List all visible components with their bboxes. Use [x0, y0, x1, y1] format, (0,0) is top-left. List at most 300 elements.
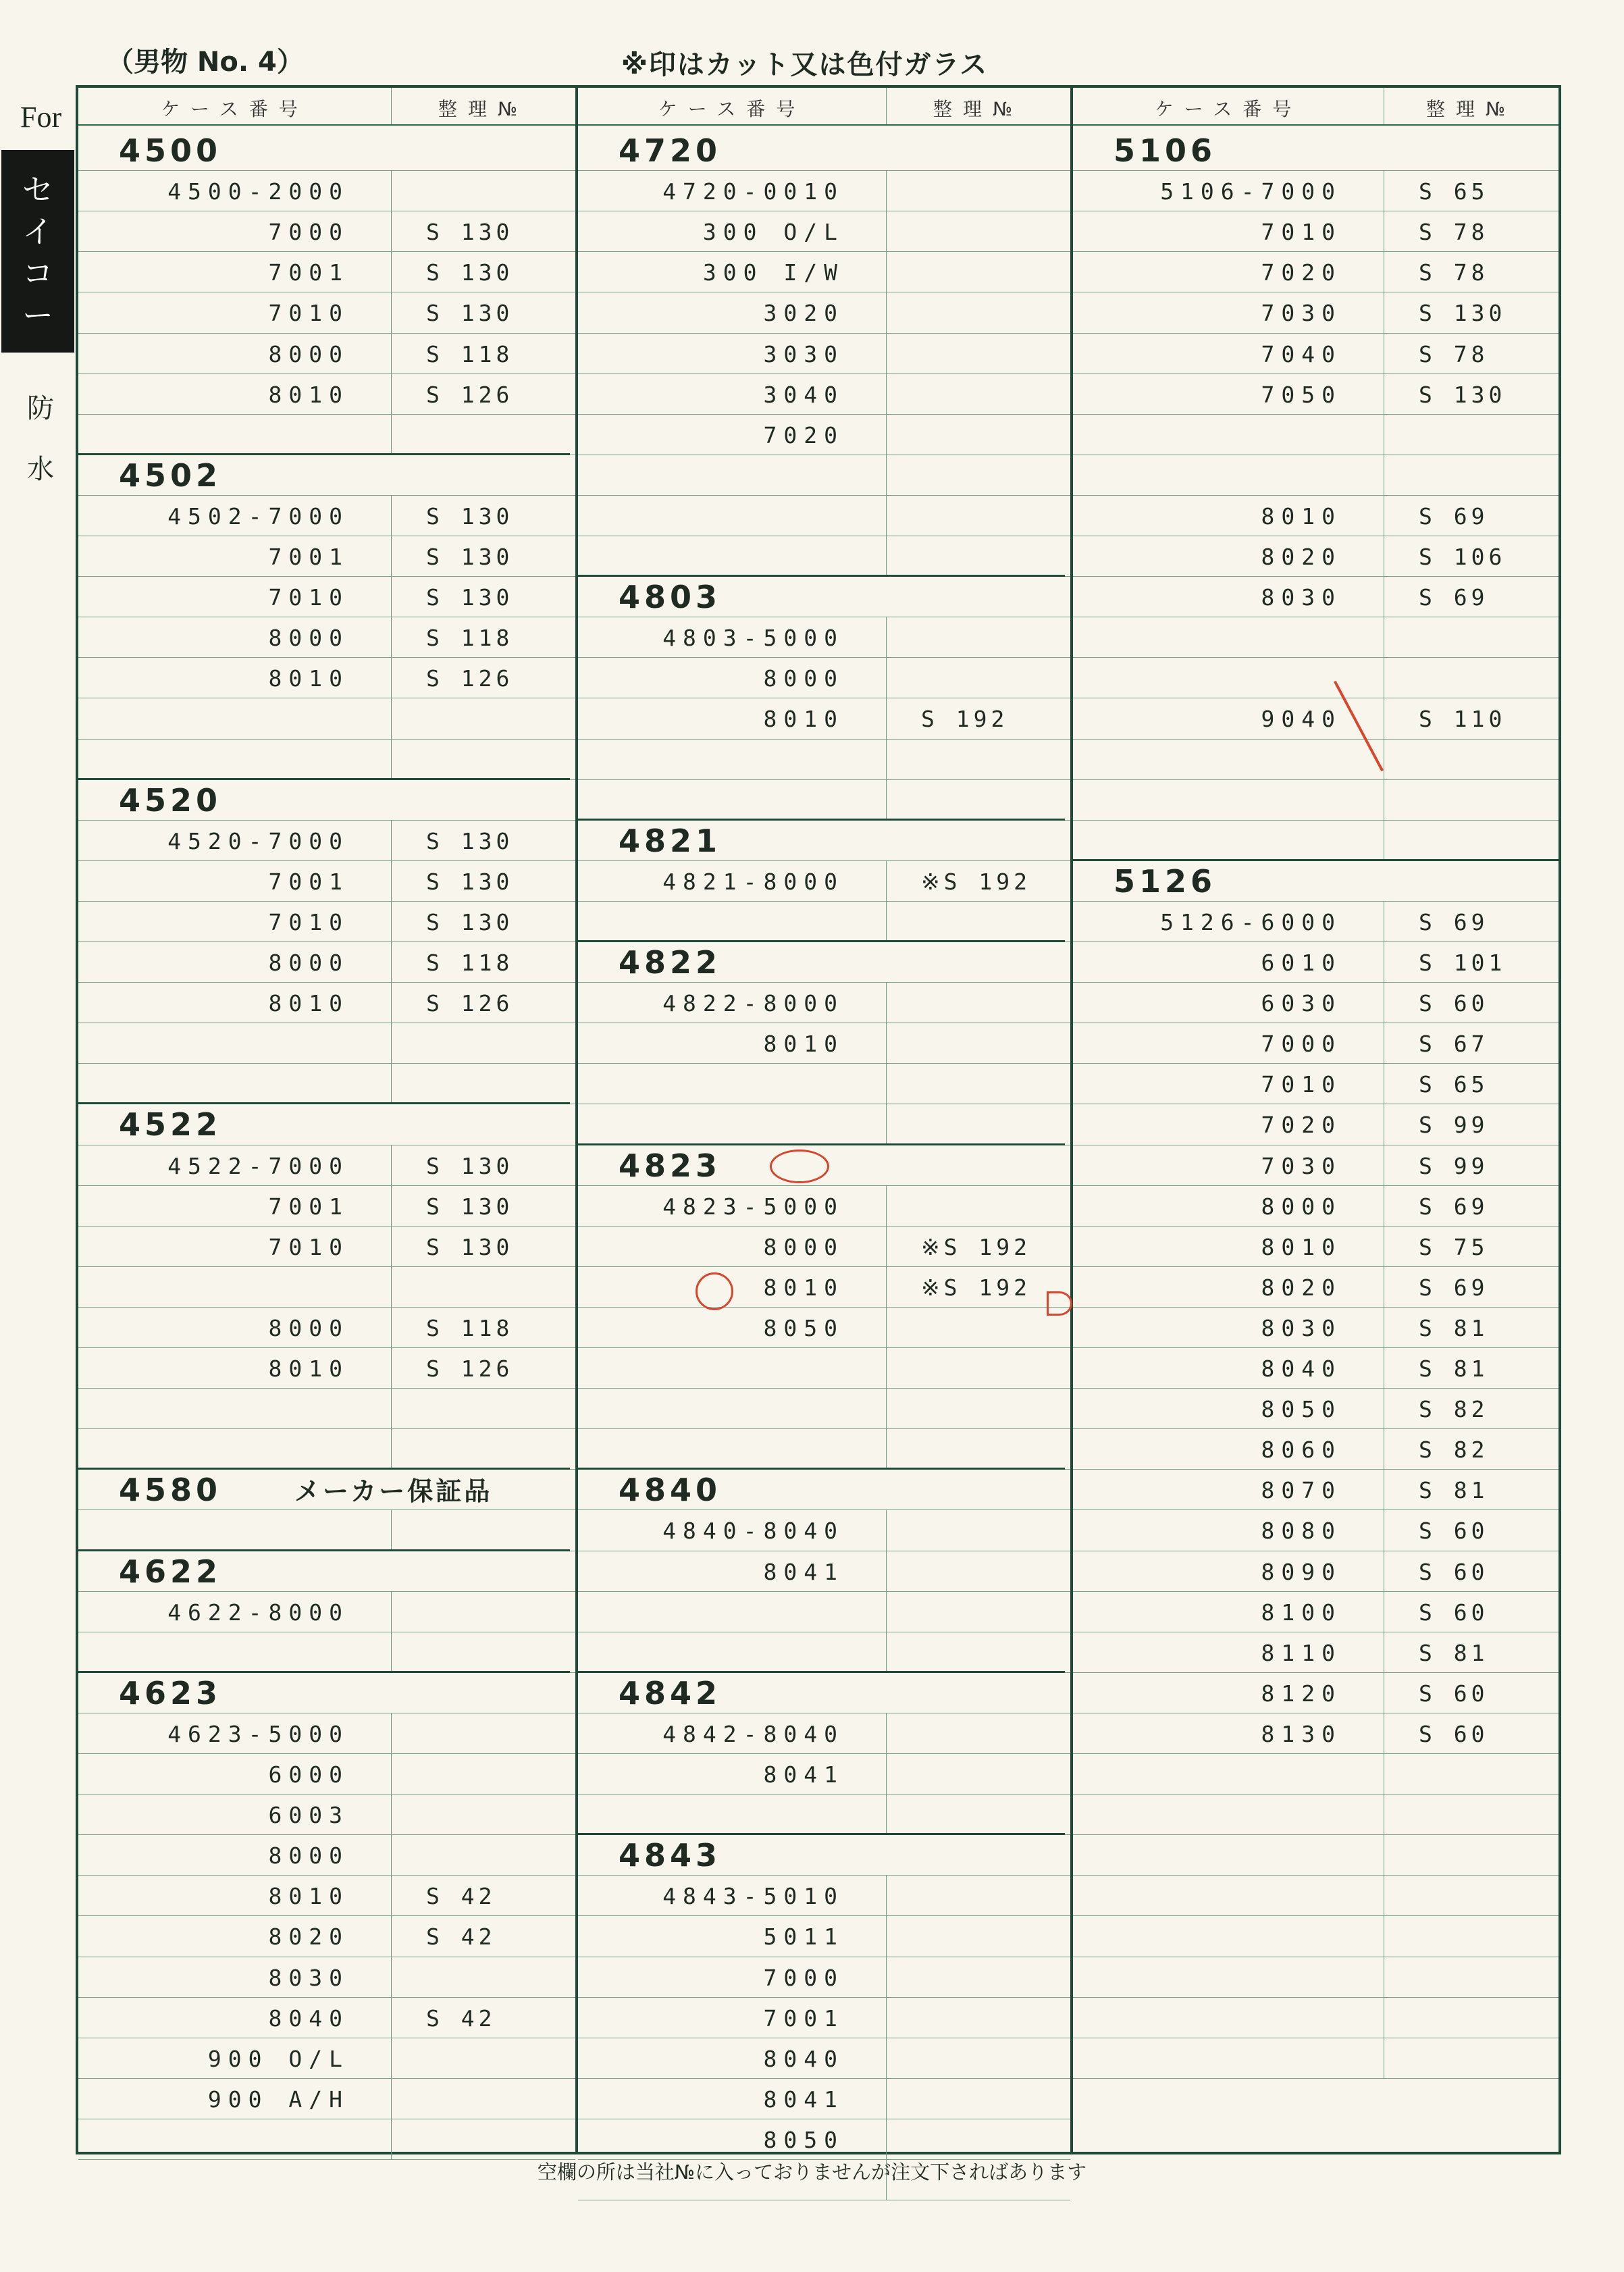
- case-number: 7010: [1261, 219, 1342, 246]
- ref-number: S 42: [426, 1924, 496, 1951]
- ref-number: S 60: [1419, 1720, 1489, 1747]
- table-row: [1073, 1104, 1558, 1144]
- table-row: [578, 2119, 1070, 2159]
- case-number: 6003: [268, 1802, 349, 1829]
- case-number: 7000: [268, 219, 349, 246]
- sidebar-waterproof-char: 水: [27, 454, 54, 485]
- ref-number: S 130: [426, 827, 514, 854]
- section-label: 4822: [619, 944, 722, 981]
- case-number: 5011: [763, 1924, 844, 1951]
- table-row: [578, 1185, 1070, 1226]
- table-row: [578, 1023, 1070, 1063]
- ref-number: S 126: [426, 381, 514, 408]
- table-row: [1073, 1794, 1558, 1834]
- sidebar-brand-char: イ: [22, 213, 53, 250]
- ref-number: S 78: [1419, 219, 1489, 246]
- table-row: [578, 455, 1070, 495]
- table-row: [78, 1591, 575, 1632]
- case-number: 8130: [1261, 1720, 1342, 1747]
- case-number: 4823-5000: [662, 1193, 844, 1220]
- table-row: [1073, 1551, 1558, 1591]
- table-row: [1073, 820, 1558, 860]
- section-label: 4500: [119, 132, 222, 169]
- case-number: 8020: [1261, 1274, 1342, 1301]
- column-header: [1073, 88, 1558, 126]
- ref-number: S 126: [426, 665, 514, 692]
- table-row: [1073, 495, 1558, 536]
- table-row: [78, 1794, 575, 1834]
- ref-number: S 65: [1419, 178, 1489, 205]
- table-row: [1073, 1428, 1558, 1469]
- table-row: [1073, 2038, 1558, 2078]
- cell-divider: [886, 860, 887, 941]
- table-row: [578, 1428, 1070, 1469]
- case-number: 900 O/L: [207, 2045, 349, 2072]
- table-row: [78, 2119, 575, 2159]
- cell-divider: [391, 820, 392, 1104]
- table-row: [578, 1307, 1070, 1347]
- sidebar-for-label: For: [20, 101, 62, 134]
- table-row: [578, 1591, 1070, 1632]
- table-row: [78, 1509, 575, 1550]
- case-number: 7020: [763, 421, 844, 448]
- case-number: 7020: [1261, 259, 1342, 286]
- table-row: [1073, 1388, 1558, 1428]
- table-row: [578, 860, 1070, 901]
- case-number: 6000: [268, 1761, 349, 1788]
- table-row: [578, 698, 1070, 738]
- section-divider: [578, 940, 1065, 942]
- table-row: [1073, 1185, 1558, 1226]
- cell-divider: [886, 1185, 887, 1470]
- table-row: [1073, 657, 1558, 698]
- table-row: [78, 292, 575, 332]
- section-note: メーカー保証品: [294, 1476, 493, 1507]
- case-number: 8040: [1261, 1356, 1342, 1382]
- ref-number: S 130: [426, 1152, 514, 1179]
- section-divider: [578, 1833, 1065, 1835]
- case-number: 4500-2000: [167, 178, 349, 205]
- section-label: 5126: [1114, 862, 1217, 900]
- case-number: 7010: [268, 300, 349, 327]
- cell-divider: [886, 1509, 887, 1672]
- cell-divider: [391, 170, 392, 455]
- table-row: [78, 1713, 575, 1753]
- table-row: [578, 1915, 1070, 1956]
- table-row: [1073, 1957, 1558, 1997]
- table-row: [1073, 170, 1558, 211]
- table-row: [578, 1226, 1070, 1266]
- section-label: 4803: [619, 579, 722, 616]
- table-row: [1073, 739, 1558, 779]
- table-row: [78, 1347, 575, 1388]
- sidebar-brand-tab: [1, 150, 74, 353]
- cell-divider: [391, 1591, 392, 1672]
- ref-number: S 67: [1419, 1031, 1489, 1058]
- table-row: [578, 251, 1070, 292]
- table-row: [78, 1145, 575, 1185]
- case-number: 4522-7000: [167, 1152, 349, 1179]
- case-number: 8090: [1261, 1558, 1342, 1585]
- ref-number: S 130: [426, 908, 514, 935]
- case-no-header: ケース番号: [1154, 98, 1303, 120]
- table-row: [578, 2078, 1070, 2119]
- section-label: 4843: [619, 1837, 722, 1874]
- case-number: 7030: [1261, 300, 1342, 327]
- case-number: 8030: [1261, 584, 1342, 611]
- table-row: [578, 779, 1070, 820]
- table-column: [78, 88, 575, 2152]
- table-row: [78, 617, 575, 657]
- case-number: 7001: [268, 1193, 349, 1220]
- table-column: [1073, 88, 1558, 2152]
- ref-number: S 130: [426, 502, 514, 530]
- table-row: [578, 1509, 1070, 1550]
- section-label: 4840: [619, 1472, 722, 1509]
- table-row: [1073, 1347, 1558, 1388]
- section-divider: [78, 1671, 570, 1673]
- case-number: 7001: [268, 259, 349, 286]
- cell-divider: [886, 982, 887, 1144]
- table-row: [1073, 1997, 1558, 2038]
- case-no-header: ケース番号: [658, 98, 806, 120]
- ref-number: ※S 192: [921, 1233, 1031, 1260]
- sidebar-brand-char: コ: [22, 255, 53, 292]
- column-header: [578, 88, 1070, 126]
- sidebar-waterproof-char: 防: [27, 393, 54, 424]
- case-number: 8010: [268, 990, 349, 1017]
- table-row: [78, 576, 575, 617]
- case-number: 8000: [268, 340, 349, 367]
- table-row: [1073, 617, 1558, 657]
- table-row: [1073, 576, 1558, 617]
- table-row: [78, 495, 575, 536]
- section-divider: [578, 1143, 1065, 1145]
- table-row: [1073, 1509, 1558, 1550]
- table-row: [578, 739, 1070, 779]
- table-row: [78, 1753, 575, 1794]
- case-number: 8020: [1261, 544, 1342, 570]
- table-row: [1073, 1632, 1558, 1672]
- ref-number: S 118: [426, 340, 514, 367]
- case-number: 4622-8000: [167, 1599, 349, 1626]
- case-number: 3020: [763, 300, 844, 327]
- section-label: 4502: [119, 457, 222, 494]
- pen-circle-mark: [1047, 1291, 1072, 1316]
- table-row: [1073, 1672, 1558, 1713]
- column-divider: [1070, 88, 1073, 2152]
- table-row: [1073, 1469, 1558, 1509]
- ref-number: S 130: [1419, 300, 1507, 327]
- ref-number: S 69: [1419, 1193, 1489, 1220]
- pen-circle-mark: [696, 1272, 733, 1310]
- case-number: 7000: [763, 1964, 844, 1991]
- cell-divider: [391, 1509, 392, 1550]
- table-row: [1073, 1307, 1558, 1347]
- case-number: 8000: [268, 625, 349, 652]
- ref-number: S 118: [426, 950, 514, 976]
- ref-number: S 81: [1419, 1639, 1489, 1666]
- cell-divider: [886, 1713, 887, 1834]
- section-label: 4520: [119, 781, 222, 819]
- table-row: [1073, 373, 1558, 414]
- cell-divider: [391, 1145, 392, 1470]
- ref-number: S 130: [426, 544, 514, 570]
- page-header-note: ※印はカット又は色付ガラス: [621, 49, 989, 80]
- cell-divider: [391, 495, 392, 779]
- section-divider: [78, 1468, 570, 1470]
- table-row: [1073, 698, 1558, 738]
- ref-number: S 60: [1419, 990, 1489, 1017]
- ref-number: S 69: [1419, 584, 1489, 611]
- ref-number: S 130: [426, 300, 514, 327]
- table-row: [1073, 1145, 1558, 1185]
- section-label: 4823: [619, 1147, 722, 1184]
- section-divider: [78, 1549, 570, 1551]
- table-column: [578, 88, 1070, 2152]
- table-row: [78, 657, 575, 698]
- table-row: [578, 1794, 1070, 1834]
- table-row: [78, 1632, 575, 1672]
- sidebar-waterproof-text: [19, 378, 62, 500]
- pen-circle-mark: [770, 1150, 829, 1183]
- table-row: [1073, 1834, 1558, 1875]
- table-row: [578, 1997, 1070, 2038]
- ref-number: ※S 192: [921, 1274, 1031, 1301]
- case-number: 7020: [1261, 1112, 1342, 1139]
- ref-number: S 99: [1419, 1112, 1489, 1139]
- case-number: 4840-8040: [662, 1518, 844, 1545]
- ref-number: S 81: [1419, 1356, 1489, 1382]
- section-divider: [78, 778, 570, 780]
- ref-number: S 75: [1419, 1233, 1489, 1260]
- footer-note: 空欄の所は当社№に入っておりませんが注文下さればあります: [537, 2161, 1087, 2184]
- table-row: [1073, 211, 1558, 251]
- case-number: 8000: [268, 950, 349, 976]
- section-label: 4580: [119, 1472, 222, 1509]
- ref-number: S 69: [1419, 908, 1489, 935]
- case-number: 8080: [1261, 1518, 1342, 1545]
- table-row: [1073, 292, 1558, 332]
- ref-number: S 130: [426, 259, 514, 286]
- table-row: [1073, 779, 1558, 820]
- table-row: [1073, 251, 1558, 292]
- case-number: 4720-0010: [662, 178, 844, 205]
- table-row: [1073, 455, 1558, 495]
- column-header: [78, 88, 575, 126]
- section-divider: [78, 453, 570, 455]
- table-row: [78, 2038, 575, 2078]
- case-number: 7010: [1261, 1071, 1342, 1098]
- table-row: [78, 982, 575, 1023]
- case-number: 3040: [763, 381, 844, 408]
- case-number: 4803-5000: [662, 625, 844, 652]
- case-number: 8041: [763, 2086, 844, 2113]
- section-divider: [578, 819, 1065, 821]
- case-number: 8041: [763, 1761, 844, 1788]
- case-number: 8110: [1261, 1639, 1342, 1666]
- ref-number: S 42: [426, 2005, 496, 2032]
- ref-no-header: 整理№: [1425, 98, 1517, 120]
- ref-number: S 69: [1419, 1274, 1489, 1301]
- ref-number: S 130: [1419, 381, 1507, 408]
- table-row: [578, 901, 1070, 941]
- ref-number: S 60: [1419, 1680, 1489, 1707]
- case-number: 900 A/H: [207, 2086, 349, 2113]
- table-row: [78, 1875, 575, 1915]
- table-row: [78, 1834, 575, 1875]
- ref-number: S 82: [1419, 1396, 1489, 1423]
- ref-number: S 60: [1419, 1558, 1489, 1585]
- table-row: [578, 1266, 1070, 1307]
- case-number: 7001: [268, 868, 349, 895]
- table-row: [578, 1632, 1070, 1672]
- table-row: [578, 1957, 1070, 1997]
- section-divider: [78, 1102, 570, 1104]
- table-row: [78, 1388, 575, 1428]
- table-row: [78, 414, 575, 455]
- case-number: 4520-7000: [167, 827, 349, 854]
- table-row: [578, 1347, 1070, 1388]
- table-row: [578, 657, 1070, 698]
- case-no-header: ケース番号: [161, 98, 309, 120]
- ref-no-header: 整理№: [438, 98, 529, 120]
- header-divider: [391, 88, 392, 124]
- table-row: [78, 1063, 575, 1104]
- table-row: [78, 1023, 575, 1063]
- table-row: [78, 373, 575, 414]
- section-divider: [578, 1468, 1065, 1470]
- sidebar-brand-char: セ: [22, 172, 53, 208]
- case-number: 5106-7000: [1160, 178, 1342, 205]
- case-number: 8070: [1261, 1477, 1342, 1504]
- case-number: 8041: [763, 1558, 844, 1585]
- case-number: 4821-8000: [662, 868, 844, 895]
- case-number: 8010: [1261, 502, 1342, 530]
- ref-number: S 99: [1419, 1152, 1489, 1179]
- ref-number: ※S 192: [921, 868, 1031, 895]
- table-row: [578, 373, 1070, 414]
- table-row: [78, 1266, 575, 1307]
- ref-number: S 82: [1419, 1437, 1489, 1464]
- cell-divider: [886, 617, 887, 820]
- case-number: 8010: [268, 1356, 349, 1382]
- table-row: [1073, 1753, 1558, 1794]
- case-number: 4502-7000: [167, 502, 349, 530]
- case-number: 8010: [1261, 1233, 1342, 1260]
- ref-number: S 81: [1419, 1314, 1489, 1341]
- case-number: 8000: [268, 1314, 349, 1341]
- table-row: [578, 495, 1070, 536]
- case-number: 8010: [763, 1274, 844, 1301]
- case-number: 7040: [1261, 340, 1342, 367]
- case-number: 8000: [268, 1842, 349, 1869]
- case-number: 300 O/L: [702, 219, 844, 246]
- table-row: [1073, 536, 1558, 576]
- case-number: 8050: [1261, 1396, 1342, 1423]
- table-row: [78, 251, 575, 292]
- table-row: [578, 1063, 1070, 1104]
- case-number: 8010: [268, 665, 349, 692]
- case-number: 8040: [268, 2005, 349, 2032]
- table-row: [78, 941, 575, 982]
- ref-number: S 69: [1419, 502, 1489, 530]
- section-divider: [578, 575, 1065, 577]
- header-divider: [886, 88, 887, 124]
- table-row: [78, 536, 575, 576]
- ref-number: S 130: [426, 1193, 514, 1220]
- section-label: 4842: [619, 1674, 722, 1711]
- cell-divider: [886, 170, 887, 576]
- case-number: 6010: [1261, 950, 1342, 976]
- case-number: 7010: [268, 1233, 349, 1260]
- case-number: 8010: [763, 1031, 844, 1058]
- case-number: 8040: [763, 2045, 844, 2072]
- table-row: [1073, 1875, 1558, 1915]
- table-row: [78, 1307, 575, 1347]
- table-row: [78, 820, 575, 860]
- table-row: [78, 1226, 575, 1266]
- case-number: 8030: [1261, 1314, 1342, 1341]
- table-row: [1073, 1915, 1558, 1956]
- ref-number: S 78: [1419, 259, 1489, 286]
- ref-number: S 130: [426, 868, 514, 895]
- case-number: 8010: [763, 706, 844, 733]
- ref-number: S 78: [1419, 340, 1489, 367]
- table-row: [78, 211, 575, 251]
- section-label: 5106: [1114, 132, 1217, 169]
- table-row: [78, 739, 575, 779]
- price-list-table: [76, 85, 1561, 2154]
- case-number: 8100: [1261, 1599, 1342, 1626]
- table-row: [78, 333, 575, 373]
- ref-number: S 118: [426, 625, 514, 652]
- table-row: [578, 982, 1070, 1023]
- table-row: [1073, 982, 1558, 1023]
- case-number: 8000: [763, 665, 844, 692]
- section-label: 4720: [619, 132, 722, 169]
- ref-number: S 110: [1419, 706, 1507, 733]
- table-row: [578, 1753, 1070, 1794]
- table-row: [578, 617, 1070, 657]
- table-row: [78, 1997, 575, 2038]
- case-number: 7001: [763, 2005, 844, 2032]
- table-row: [78, 1428, 575, 1469]
- case-number: 8000: [1261, 1193, 1342, 1220]
- table-row: [578, 1875, 1070, 1915]
- table-row: [1073, 1063, 1558, 1104]
- table-row: [1073, 414, 1558, 455]
- table-row: [78, 2078, 575, 2119]
- sidebar-brand-char: ー: [22, 297, 53, 334]
- case-number: 8120: [1261, 1680, 1342, 1707]
- ref-number: S 192: [921, 706, 1009, 733]
- case-number: 5126-6000: [1160, 908, 1342, 935]
- table-row: [1073, 333, 1558, 373]
- table-row: [578, 170, 1070, 211]
- case-number: 7000: [1261, 1031, 1342, 1058]
- table-row: [578, 333, 1070, 373]
- table-row: [1073, 901, 1558, 941]
- cell-divider: [391, 1713, 392, 2159]
- ref-number: S 130: [426, 219, 514, 246]
- case-number: 8010: [268, 381, 349, 408]
- table-row: [78, 1957, 575, 1997]
- table-row: [1073, 1023, 1558, 1063]
- table-row: [578, 292, 1070, 332]
- case-number: 4822-8000: [662, 990, 844, 1017]
- case-number: 8000: [763, 1233, 844, 1260]
